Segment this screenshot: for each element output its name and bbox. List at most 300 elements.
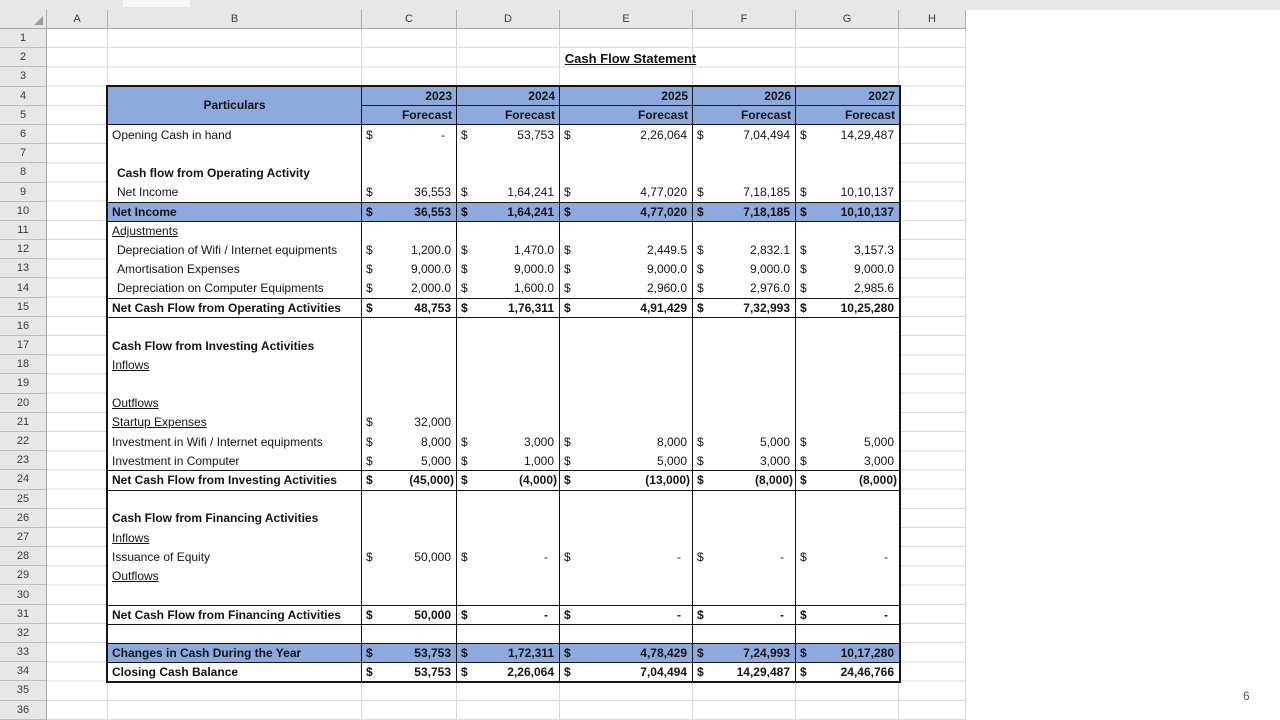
cell-value: -: [544, 607, 548, 622]
table-row: [108, 605, 899, 624]
value-cell[interactable]: [693, 451, 796, 470]
particulars-header-cell[interactable]: [108, 87, 362, 124]
row-header-6[interactable]: 6: [0, 125, 47, 144]
value-cell[interactable]: [693, 491, 796, 509]
value-cell[interactable]: [560, 144, 693, 163]
value-cell[interactable]: [693, 566, 796, 585]
row-header-13[interactable]: 13: [0, 259, 47, 278]
value-cell[interactable]: [560, 451, 693, 470]
value-cell[interactable]: [560, 663, 693, 681]
value-cell[interactable]: [560, 625, 693, 643]
value-cell[interactable]: [796, 336, 899, 355]
column-header-h[interactable]: H: [899, 10, 966, 29]
row-label: Net Cash Flow from Investing Activities: [112, 473, 337, 488]
value-cell[interactable]: [693, 394, 796, 413]
column-header-e[interactable]: E: [560, 10, 693, 29]
table-row: [108, 163, 899, 182]
value-cell[interactable]: [362, 355, 457, 374]
value-cell[interactable]: [362, 336, 457, 355]
currency-symbol: $: [461, 185, 468, 200]
cell-value: 2,26,064: [640, 127, 687, 142]
value-cell[interactable]: [362, 374, 457, 393]
year-column-header: [560, 87, 693, 124]
value-cell[interactable]: [796, 222, 899, 240]
value-cell[interactable]: [362, 240, 457, 259]
row-label-cell[interactable]: [108, 394, 362, 413]
value-cell[interactable]: [560, 509, 693, 528]
column-header-f[interactable]: F: [693, 10, 796, 29]
row-header-25[interactable]: 25: [0, 490, 47, 509]
value-cell[interactable]: [457, 183, 560, 202]
row-header-16[interactable]: 16: [0, 317, 47, 336]
value-cell[interactable]: [693, 663, 796, 681]
row-header-1[interactable]: 1: [0, 29, 47, 48]
value-cell[interactable]: [796, 432, 899, 451]
value-cell[interactable]: [457, 163, 560, 182]
value-cell[interactable]: [362, 509, 457, 528]
column-header-g[interactable]: G: [796, 10, 899, 29]
row-header-5[interactable]: 5: [0, 106, 47, 125]
value-cell[interactable]: [560, 222, 693, 240]
row-header-34[interactable]: 34: [0, 662, 47, 681]
currency-symbol: $: [697, 185, 704, 200]
forecast-header-cell[interactable]: Forecast: [504, 107, 555, 122]
value-cell[interactable]: [560, 355, 693, 374]
value-cell[interactable]: [457, 299, 560, 317]
cell-value: 2,832.1: [749, 242, 790, 257]
currency-symbol: $: [366, 127, 373, 142]
row-header-35[interactable]: 35: [0, 681, 47, 700]
value-cell[interactable]: [362, 125, 457, 144]
value-cell[interactable]: [457, 374, 560, 393]
table-row: [108, 298, 899, 317]
value-cell[interactable]: [796, 374, 899, 393]
row-header-14[interactable]: 14: [0, 278, 47, 297]
row-header-24[interactable]: 24: [0, 470, 47, 489]
value-cell[interactable]: [457, 203, 560, 221]
value-cell[interactable]: [693, 222, 796, 240]
row-label-cell[interactable]: [108, 606, 362, 624]
row-label-cell[interactable]: [108, 125, 362, 144]
value-cell[interactable]: [693, 644, 796, 662]
row-header-3[interactable]: 3: [0, 67, 47, 86]
value-cell[interactable]: [362, 183, 457, 202]
table-row: [108, 125, 899, 144]
value-cell[interactable]: [693, 144, 796, 163]
value-cell[interactable]: [457, 125, 560, 144]
value-cell[interactable]: [362, 222, 457, 240]
row-header-18[interactable]: 18: [0, 355, 47, 374]
value-cell[interactable]: [796, 183, 899, 202]
value-cell[interactable]: [693, 183, 796, 202]
value-cell[interactable]: [560, 183, 693, 202]
value-cell[interactable]: [693, 278, 796, 297]
year-header-cell[interactable]: 2024: [457, 87, 559, 106]
value-cell[interactable]: [457, 336, 560, 355]
cell-value: 10,10,137: [840, 204, 894, 219]
value-cell[interactable]: [560, 259, 693, 278]
value-cell[interactable]: [362, 625, 457, 643]
row-label-cell[interactable]: [108, 663, 362, 681]
value-cell[interactable]: [693, 318, 796, 336]
value-cell[interactable]: [796, 566, 899, 585]
value-cell[interactable]: [362, 203, 457, 221]
row-label-cell[interactable]: [108, 299, 362, 317]
row-header-27[interactable]: 27: [0, 528, 47, 547]
row-label-cell[interactable]: [108, 183, 362, 202]
currency-symbol: $: [461, 607, 468, 622]
row-label-cell[interactable]: [108, 566, 362, 585]
row-header-28[interactable]: 28: [0, 547, 47, 566]
value-cell[interactable]: [796, 606, 899, 624]
cell-value: 5,000: [656, 453, 687, 468]
value-cell[interactable]: [796, 203, 899, 221]
row-header-32[interactable]: 32: [0, 624, 47, 643]
value-cell[interactable]: [796, 625, 899, 643]
value-cell[interactable]: [457, 547, 560, 566]
value-cell[interactable]: [560, 125, 693, 144]
value-cell[interactable]: [560, 163, 693, 182]
currency-symbol: $: [366, 415, 373, 430]
row-header-23[interactable]: 23: [0, 451, 47, 470]
row-label-cell[interactable]: [108, 259, 362, 278]
row-label-cell[interactable]: [108, 318, 362, 336]
year-header-cell[interactable]: 2026: [693, 87, 795, 106]
currency-symbol: $: [366, 300, 373, 315]
year-header-cell[interactable]: 2027: [796, 87, 899, 106]
row-label-cell[interactable]: [108, 509, 362, 528]
value-cell[interactable]: [560, 606, 693, 624]
value-cell[interactable]: [796, 471, 899, 489]
row-label-cell[interactable]: [108, 471, 362, 489]
value-cell[interactable]: [457, 491, 560, 509]
row-header-7[interactable]: 7: [0, 144, 47, 163]
value-cell[interactable]: [457, 144, 560, 163]
value-cell[interactable]: [796, 355, 899, 374]
row-label-cell[interactable]: [108, 413, 362, 432]
value-cell[interactable]: [560, 299, 693, 317]
row-header-31[interactable]: 31: [0, 605, 47, 624]
value-cell[interactable]: [693, 528, 796, 547]
value-cell[interactable]: [457, 413, 560, 432]
year-header-cell[interactable]: 2025: [560, 87, 692, 106]
currency-symbol: $: [564, 261, 571, 276]
value-cell[interactable]: [796, 663, 899, 681]
sheet-title-cell[interactable]: [362, 49, 899, 68]
table-row: [108, 432, 899, 451]
value-cell[interactable]: [693, 432, 796, 451]
value-cell[interactable]: [362, 528, 457, 547]
currency-symbol: $: [800, 242, 807, 257]
currency-symbol: $: [800, 646, 807, 661]
value-cell[interactable]: [693, 299, 796, 317]
column-header-a[interactable]: A: [47, 10, 108, 29]
value-cell[interactable]: [796, 585, 899, 604]
row-label: Inflows: [112, 530, 150, 545]
value-cell[interactable]: [693, 240, 796, 259]
row-header-10[interactable]: 10: [0, 202, 47, 221]
value-cell[interactable]: [796, 394, 899, 413]
row-header-4[interactable]: 4: [0, 87, 47, 106]
cell-value: 4,78,429: [640, 646, 687, 661]
cell-value: 1,200.0: [410, 242, 451, 257]
value-cell[interactable]: [560, 491, 693, 509]
row-label: Net Income: [112, 204, 177, 219]
value-cell[interactable]: [693, 625, 796, 643]
value-cell[interactable]: [796, 644, 899, 662]
value-cell[interactable]: [560, 585, 693, 604]
cell-value: 7,18,185: [743, 204, 790, 219]
currency-symbol: $: [564, 300, 571, 315]
currency-symbol: $: [461, 300, 468, 315]
value-cell[interactable]: [362, 259, 457, 278]
value-cell[interactable]: [796, 163, 899, 182]
value-cell[interactable]: [693, 413, 796, 432]
value-cell[interactable]: [362, 144, 457, 163]
row-label-cell[interactable]: [108, 374, 362, 393]
table-row: [108, 317, 899, 336]
row-label-cell[interactable]: [108, 163, 362, 182]
cell-value: 14,29,487: [736, 665, 790, 680]
value-cell[interactable]: [796, 125, 899, 144]
value-cell[interactable]: [796, 547, 899, 566]
value-cell[interactable]: [796, 451, 899, 470]
row-label: Investment in Wifi / Internet equipments: [112, 434, 323, 449]
value-cell[interactable]: [560, 566, 693, 585]
currency-symbol: $: [564, 646, 571, 661]
cell-value: -: [780, 549, 784, 564]
value-cell[interactable]: [457, 355, 560, 374]
value-cell[interactable]: [457, 318, 560, 336]
value-cell[interactable]: [560, 336, 693, 355]
value-cell[interactable]: [362, 491, 457, 509]
row-label-cell[interactable]: [108, 625, 362, 643]
value-cell[interactable]: [796, 491, 899, 509]
row-header-2[interactable]: 2: [0, 48, 47, 67]
value-cell[interactable]: [560, 203, 693, 221]
row-label-cell[interactable]: [108, 336, 362, 355]
value-cell[interactable]: [693, 606, 796, 624]
cell-value: 14,29,487: [840, 127, 894, 142]
row-label-cell[interactable]: [108, 451, 362, 470]
row-header-11[interactable]: 11: [0, 221, 47, 240]
cell-value: 2,960.0: [646, 281, 687, 296]
row-header-26[interactable]: 26: [0, 509, 47, 528]
value-cell[interactable]: [796, 318, 899, 336]
value-cell[interactable]: [560, 394, 693, 413]
select-all-corner[interactable]: [0, 10, 47, 29]
value-cell[interactable]: [457, 585, 560, 604]
value-cell[interactable]: [796, 509, 899, 528]
value-cell[interactable]: [560, 547, 693, 566]
currency-symbol: $: [800, 453, 807, 468]
value-cell[interactable]: [457, 278, 560, 297]
currency-symbol: $: [366, 646, 373, 661]
currency-symbol: $: [697, 300, 704, 315]
value-cell[interactable]: [796, 259, 899, 278]
currency-symbol: $: [366, 261, 373, 276]
value-cell[interactable]: [457, 240, 560, 259]
forecast-header-cell[interactable]: Forecast: [401, 107, 452, 122]
value-cell[interactable]: [796, 413, 899, 432]
column-header-c[interactable]: C: [362, 10, 457, 29]
table-row: [108, 643, 899, 662]
value-cell[interactable]: [560, 413, 693, 432]
value-cell[interactable]: [362, 163, 457, 182]
value-cell[interactable]: [560, 318, 693, 336]
value-cell[interactable]: [693, 163, 796, 182]
value-cell[interactable]: [693, 203, 796, 221]
cell-value: 50,000: [414, 607, 451, 622]
table-row: [108, 278, 899, 297]
row-label-cell[interactable]: [108, 644, 362, 662]
row-label-cell[interactable]: [108, 222, 362, 240]
value-cell[interactable]: [796, 144, 899, 163]
row-label-cell[interactable]: [108, 528, 362, 547]
value-cell[interactable]: [457, 259, 560, 278]
forecast-header-cell[interactable]: Forecast: [637, 107, 688, 122]
value-cell[interactable]: [693, 547, 796, 566]
cell-value: 1,64,241: [507, 204, 554, 219]
value-cell[interactable]: [693, 585, 796, 604]
table-row: [108, 144, 899, 163]
row-label-cell[interactable]: [108, 278, 362, 297]
row-label: Startup Expenses: [112, 415, 207, 430]
value-cell[interactable]: [560, 278, 693, 297]
value-cell[interactable]: [362, 606, 457, 624]
value-cell[interactable]: [362, 644, 457, 662]
year-header-cell[interactable]: 2023: [362, 87, 456, 106]
value-cell[interactable]: [560, 528, 693, 547]
value-cell[interactable]: [693, 509, 796, 528]
cell-value: 36,553: [414, 185, 451, 200]
value-cell[interactable]: [796, 528, 899, 547]
row-header-9[interactable]: 9: [0, 183, 47, 202]
row-header-29[interactable]: 29: [0, 566, 47, 585]
value-cell[interactable]: [457, 528, 560, 547]
value-cell[interactable]: [560, 240, 693, 259]
row-label-cell[interactable]: [108, 547, 362, 566]
value-cell[interactable]: [457, 394, 560, 413]
row-label-cell[interactable]: [108, 203, 362, 221]
value-cell[interactable]: [362, 394, 457, 413]
row-header-33[interactable]: 33: [0, 643, 47, 662]
row-header-8[interactable]: 8: [0, 163, 47, 182]
currency-symbol: $: [366, 453, 373, 468]
value-cell[interactable]: [693, 374, 796, 393]
row-label-cell[interactable]: [108, 491, 362, 509]
value-cell[interactable]: [693, 471, 796, 489]
value-cell[interactable]: [560, 374, 693, 393]
value-cell[interactable]: [457, 606, 560, 624]
row-label-cell[interactable]: [108, 585, 362, 604]
value-cell[interactable]: [362, 432, 457, 451]
value-cell[interactable]: [457, 471, 560, 489]
value-cell[interactable]: [362, 413, 457, 432]
value-cell[interactable]: [362, 547, 457, 566]
value-cell[interactable]: [362, 566, 457, 585]
column-header-b[interactable]: B: [108, 10, 362, 29]
value-cell[interactable]: [362, 278, 457, 297]
row-header-36[interactable]: 36: [0, 701, 47, 720]
currency-symbol: $: [564, 185, 571, 200]
row-label: Net Cash Flow from Operating Activities: [112, 300, 341, 315]
value-cell[interactable]: [560, 432, 693, 451]
cell-value: 9,000.0: [853, 261, 894, 276]
value-cell[interactable]: [457, 566, 560, 585]
year-column-header: [457, 87, 560, 124]
currency-symbol: $: [564, 607, 571, 622]
year-column-header: [693, 87, 796, 124]
value-cell[interactable]: [457, 432, 560, 451]
cell-value: 2,000.0: [410, 281, 451, 296]
value-cell[interactable]: [362, 318, 457, 336]
value-cell[interactable]: [362, 471, 457, 489]
value-cell[interactable]: [796, 240, 899, 259]
forecast-header-cell[interactable]: Forecast: [844, 107, 895, 122]
cell-value: 7,24,993: [743, 646, 790, 661]
row-label-cell[interactable]: [108, 355, 362, 374]
value-cell[interactable]: [693, 355, 796, 374]
currency-symbol: $: [564, 665, 571, 680]
row-label: Changes in Cash During the Year: [112, 646, 302, 661]
cell-value: 3,000: [523, 434, 554, 449]
row-label-cell[interactable]: [108, 432, 362, 451]
value-cell[interactable]: [560, 471, 693, 489]
value-cell[interactable]: [796, 299, 899, 317]
value-cell[interactable]: [693, 259, 796, 278]
value-cell[interactable]: [693, 336, 796, 355]
row-header-21[interactable]: 21: [0, 413, 47, 432]
row-label-cell[interactable]: [108, 240, 362, 259]
forecast-header-cell[interactable]: Forecast: [740, 107, 791, 122]
row-header-12[interactable]: 12: [0, 240, 47, 259]
year-column-header: [796, 87, 899, 124]
value-cell[interactable]: [560, 644, 693, 662]
value-cell[interactable]: [362, 663, 457, 681]
value-cell[interactable]: [457, 222, 560, 240]
row-header-19[interactable]: 19: [0, 374, 47, 393]
value-cell[interactable]: [457, 663, 560, 681]
value-cell[interactable]: [693, 125, 796, 144]
cell-value: 2,976.0: [749, 281, 790, 296]
row-header-15[interactable]: 15: [0, 298, 47, 317]
cell-value: 1,64,241: [507, 185, 554, 200]
cell-value: 48,753: [414, 300, 451, 315]
value-cell[interactable]: [362, 299, 457, 317]
row-label: Cash Flow from Financing Activities: [112, 511, 319, 526]
value-cell[interactable]: [362, 585, 457, 604]
value-cell[interactable]: [457, 625, 560, 643]
value-cell[interactable]: [457, 644, 560, 662]
row-header-22[interactable]: 22: [0, 432, 47, 451]
row-header-20[interactable]: 20: [0, 394, 47, 413]
row-header-17[interactable]: 17: [0, 336, 47, 355]
row-header-30[interactable]: 30: [0, 585, 47, 604]
value-cell[interactable]: [457, 451, 560, 470]
row-label: Net Income: [117, 185, 179, 200]
slide-number: 6: [1243, 689, 1250, 703]
cell-value: (4,000): [518, 473, 557, 488]
currency-symbol: $: [366, 185, 373, 200]
cell-value: 1,72,311: [507, 646, 554, 661]
column-header-d[interactable]: D: [457, 10, 560, 29]
value-cell[interactable]: [796, 278, 899, 297]
row-label-cell[interactable]: [108, 144, 362, 163]
currency-symbol: $: [800, 665, 807, 680]
value-cell[interactable]: [457, 509, 560, 528]
value-cell[interactable]: [362, 451, 457, 470]
